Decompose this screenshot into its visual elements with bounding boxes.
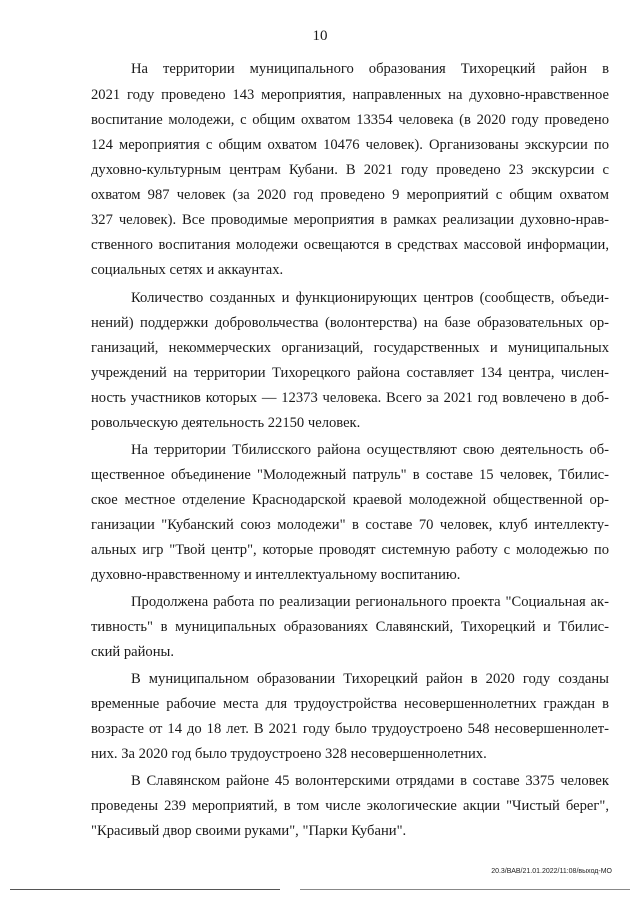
text-line: духовно-культурным центрам Кубани. В 2021 году проведено 23 экскурсии с <box>91 162 609 178</box>
text-line: нений) поддержки добровольчества (волонтерства) на базе образовательных ор- <box>91 315 609 331</box>
text-line: ский районы. <box>91 644 174 660</box>
page-number: 10 <box>312 28 328 44</box>
text-line: тивность" в муниципальных образованиях Славянский, Тихорецкий и Тбилис- <box>91 619 609 635</box>
text-line: ственного воспитания молодежи освещаются в средствах массовой информации, <box>91 237 609 253</box>
text-line: ганизаций, некоммерческих организаций, государственных и муниципальных <box>91 340 609 356</box>
text-line: щественное объединение "Молодежный патруль" в составе 15 человек, Тбилис- <box>91 467 609 483</box>
text-line: На территории муниципального образования Тихорецкий район в <box>131 61 609 77</box>
text-line: воспитание молодежи, с общим охватом 13354 человека (в 2020 году проведено <box>91 112 609 128</box>
text-line: На территории Тбилисского района осуществляют свою деятельность об- <box>131 442 609 458</box>
text-line: Продолжена работа по реализации регионального проекта "Социальная ак- <box>131 594 609 610</box>
text-line: В Славянском районе 45 волонтерскими отрядами в составе 3375 человек <box>131 773 609 789</box>
text-line: ское местное отделение Краснодарской краевой молодежной общественной ор- <box>91 492 609 508</box>
text-line: "Красивый двор своими руками", "Парки Кубани". <box>91 823 407 839</box>
text-line: ность участников которых — 12373 человека. Всего за 2021 год вовлечено в доб- <box>91 390 609 406</box>
footer-code: 20.3/ВАВ/21.01.2022/11:08/выход-МО <box>491 868 612 875</box>
text-line: проведены 239 мероприятий, в том числе экологические акции "Чистый берег", <box>91 798 609 814</box>
text-line: духовно-нравственному и интеллектуальному воспитанию. <box>91 567 461 583</box>
text-line: них. За 2020 год было трудоустроено 328 несовершеннолетних. <box>91 746 487 762</box>
text-line: охватом 987 человек (за 2020 год проведено 9 мероприятий с общим охватом <box>91 187 609 203</box>
text-line: Количество созданных и функционирующих центров (сообществ, объеди- <box>131 290 609 306</box>
text-line: 327 человек). Все проводимые мероприятия в рамках реализации духовно-нрав- <box>91 212 609 228</box>
text-line: учреждений на территории Тихорецкого района составляет 134 центра, числен- <box>91 365 609 381</box>
text-line: 2021 году проведено 143 мероприятия, направленных на духовно-нравственное <box>91 87 609 103</box>
text-line: В муниципальном образовании Тихорецкий район в 2020 году созданы <box>131 671 609 687</box>
text-line: ганизации "Кубанский союз молодежи" в составе 70 человек, клуб интеллекту- <box>91 517 609 533</box>
footer-rule <box>10 889 280 890</box>
footer-rule <box>300 889 630 890</box>
text-line: возрасте от 14 до 18 лет. В 2021 году было трудоустроено 548 несовершеннолет- <box>91 721 609 737</box>
text-line: временные рабочие места для трудоустройства несовершеннолетних граждан в <box>91 696 609 712</box>
text-line: 124 мероприятия с общим охватом 10476 человек). Организованы экскурсии по <box>91 137 609 153</box>
text-line: социальных сетях и аккаунтах. <box>91 262 284 278</box>
text-line: ровольческую деятельность 22150 человек. <box>91 415 361 431</box>
text-line: альных игр "Твой центр", которые проводят системную работу с молодежью по <box>91 542 609 558</box>
